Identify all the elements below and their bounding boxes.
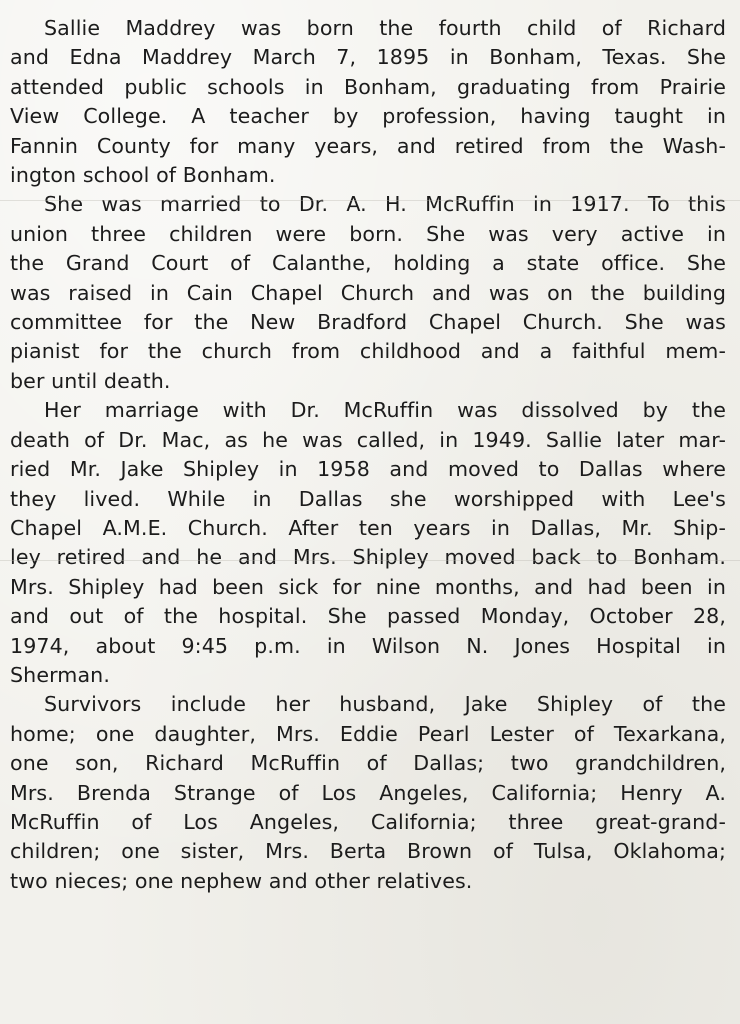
text-line: death of Dr. Mac, as he was called, in 1949. Sallie later mar- bbox=[10, 427, 726, 452]
text-line: ley retired and he and Mrs. Shipley moved back to Bonham. bbox=[10, 545, 726, 570]
text-line: union three children were born. She was very active in bbox=[10, 221, 726, 246]
text-line: the Grand Court of Calanthe, holding a state office. She bbox=[10, 251, 726, 276]
text-line: 1974, about 9:45 p.m. in Wilson N. Jones Hospital in bbox=[10, 633, 726, 658]
text-line: Mrs. Shipley had been sick for nine months, and had been in bbox=[10, 574, 726, 599]
paragraph-marriage-church bbox=[10, 190, 726, 396]
paper-fold-line bbox=[0, 560, 740, 561]
text-line: committee for the New Bradford Chapel Church. She was bbox=[10, 310, 726, 335]
text-line: ried Mr. Jake Shipley in 1958 and moved to Dallas where bbox=[10, 457, 726, 482]
text-line: Mrs. Brenda Strange of Los Angeles, California; Henry A. bbox=[10, 780, 726, 805]
text-line: was raised in Cain Chapel Church and was on the building bbox=[10, 280, 726, 305]
text-line: attended public schools in Bonham, graduating from Prairie bbox=[10, 74, 726, 99]
text-line: and Edna Maddrey March 7, 1895 in Bonham, Texas. She bbox=[10, 45, 726, 70]
text-line: ington school of Bonham. bbox=[10, 163, 276, 188]
paragraph-survivors bbox=[10, 690, 726, 896]
text-line: McRuffin of Los Angeles, California; three great-grand- bbox=[10, 809, 726, 834]
text-line: Sallie Maddrey was born the fourth child of Richard bbox=[44, 16, 726, 40]
text-line: Chapel A.M.E. Church. After ten years in Dallas, Mr. Ship- bbox=[10, 515, 726, 540]
text-line: pianist for the church from childhood and a faithful mem- bbox=[10, 339, 726, 364]
text-line: Her marriage with Dr. McRuffin was dissolved by the bbox=[44, 398, 726, 423]
text-line: Fannin County for many years, and retired from the Wash- bbox=[10, 133, 726, 158]
text-line: ber until death. bbox=[10, 368, 171, 393]
text-line: View College. A teacher by profession, having taught in bbox=[10, 104, 726, 129]
text-line: Survivors include her husband, Jake Shipley of the bbox=[44, 692, 726, 717]
text-line: She was married to Dr. A. H. McRuffin in 1917. To this bbox=[44, 192, 726, 217]
text-line: Sherman. bbox=[10, 662, 110, 687]
paragraph-later-life bbox=[10, 396, 726, 690]
text-line: they lived. While in Dallas she worshipped with Lee's bbox=[10, 486, 726, 511]
text-line: home; one daughter, Mrs. Eddie Pearl Lester of Texarkana, bbox=[10, 721, 726, 746]
paragraph-birth-education bbox=[10, 14, 726, 190]
text-line: and out of the hospital. She passed Monday, October 28, bbox=[10, 604, 726, 629]
paper-fold-line bbox=[0, 200, 740, 201]
obituary-text bbox=[10, 14, 726, 896]
text-line: two nieces; one nephew and other relatives. bbox=[10, 868, 473, 893]
text-line: children; one sister, Mrs. Berta Brown of Tulsa, Oklahoma; bbox=[10, 839, 726, 864]
text-line: one son, Richard McRuffin of Dallas; two grandchildren, bbox=[10, 751, 726, 776]
